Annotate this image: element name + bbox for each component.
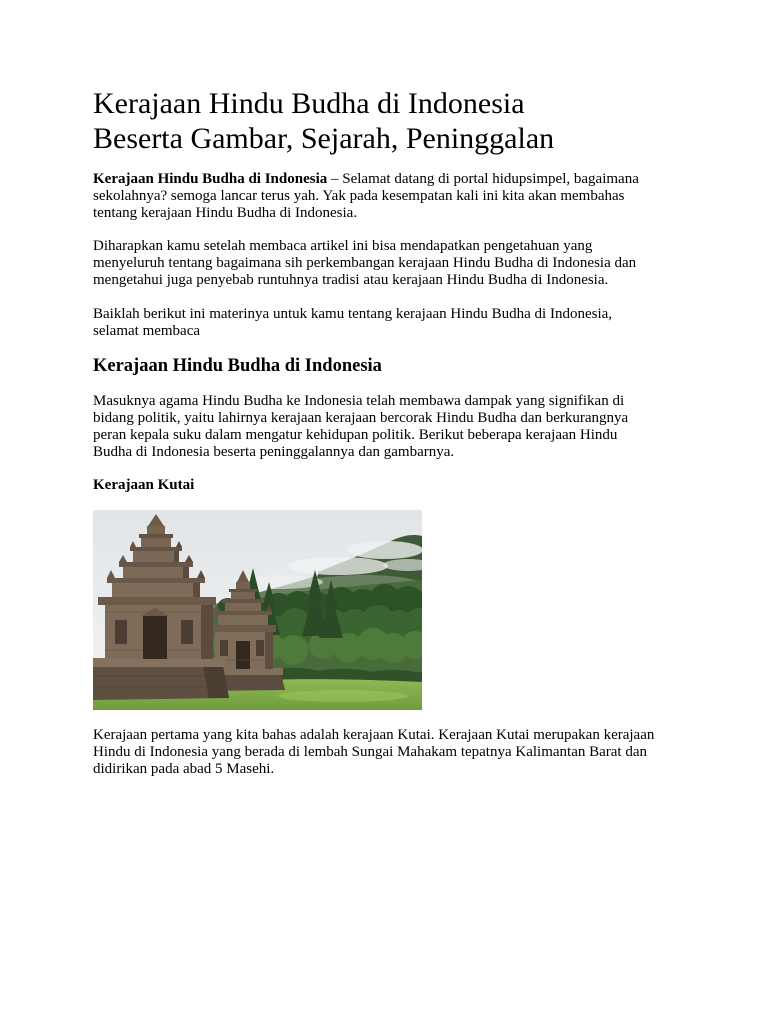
kutai-paragraph bbox=[93, 727, 654, 778]
section-heading: Kerajaan Hindu Budha di Indonesia bbox=[93, 356, 382, 376]
document-title bbox=[93, 86, 554, 156]
closing-paragraph bbox=[93, 306, 612, 340]
paragraph-line: didirikan pada abad 5 Masehi. bbox=[93, 761, 275, 777]
paragraph-line: bidang politik, yaitu lahirnya kerajaan kerajaan bercorak Hindu Budha dan berkurangnya bbox=[93, 410, 629, 426]
title-line: Kerajaan Hindu Budha di Indonesia bbox=[93, 87, 525, 120]
paragraph-line: mengetahui juga penyebab runtuhnya tradisi atau kerajaan Hindu Budha di Indonesia. bbox=[93, 272, 609, 288]
temple-photo bbox=[93, 510, 422, 710]
paragraph-line: Diharapkan kamu setelah membaca artikel ini bisa mendapatkan pengetahuan yang bbox=[93, 238, 593, 254]
intro-lead-keyword: Kerajaan Hindu Budha di Indonesia bbox=[93, 171, 328, 187]
paragraph-line: Masuknya agama Hindu Budha ke Indonesia telah membawa dampak yang signifikan di bbox=[93, 393, 625, 409]
paragraph-line: Hindu di Indonesia yang berada di lembah Sungai Mahakam tepatnya Kalimantan Barat dan bbox=[93, 744, 647, 760]
paragraph-line: selamat membaca bbox=[93, 323, 201, 339]
title-line: Beserta Gambar, Sejarah, Peninggalan bbox=[93, 122, 555, 155]
paragraph-line: sekolahnya? semoga lancar terus yah. Yak pada kesempatan kali ini kita akan membahas bbox=[93, 188, 625, 204]
section-paragraph bbox=[93, 393, 628, 461]
intro-line-rest: – Selamat datang di portal hidupsimpel, bagaimana bbox=[331, 171, 639, 187]
lawn-highlight bbox=[278, 690, 408, 702]
paragraph-line: tentang kerajaan Hindu Budha di Indonesia. bbox=[93, 205, 358, 221]
purpose-paragraph bbox=[93, 238, 636, 289]
paragraph-line bbox=[93, 171, 639, 188]
paragraph-line: peran kepala suku dalam mengatur kehidupan politik. Berikut beberapa kerajaan Hindu bbox=[93, 427, 618, 443]
subsection-heading: Kerajaan Kutai bbox=[93, 477, 195, 493]
paragraph-line: Baiklah berikut ini materinya untuk kamu tentang kerajaan Hindu Budha di Indonesia, bbox=[93, 306, 613, 322]
intro-paragraph bbox=[93, 171, 639, 222]
paragraph-line: Budha di Indonesia beserta peninggalannya dan gambarnya. bbox=[93, 444, 455, 460]
paragraph-line: Kerajaan pertama yang kita bahas adalah kerajaan Kutai. Kerajaan Kutai merupakan kerajaan bbox=[93, 727, 655, 743]
paragraph-line: menyeluruh tentang bagaimana sih perkembangan kerajaan Hindu Budha di Indonesia dan bbox=[93, 255, 637, 271]
